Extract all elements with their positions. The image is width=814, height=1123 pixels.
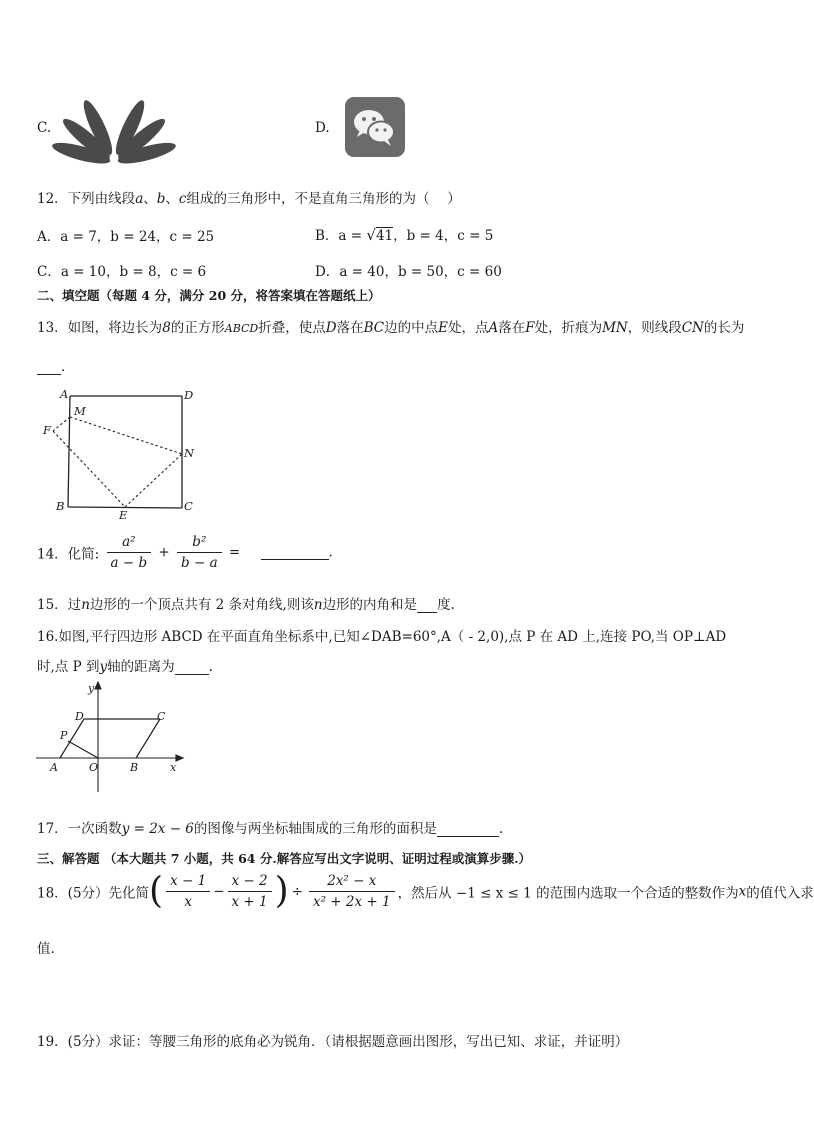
q18-fraction-1: $\frac{x - 1}{x}$ [166,873,210,910]
q12-option-d: D．a = 40，b = 50，c = 60 [315,264,502,280]
q14-fraction-2: $\frac{\text{b²}}{b - a}$ [177,534,222,571]
q13-label-c: C [184,499,193,513]
q16-stem-line-1: 16.如图,平行四边形 ABCD 在平面直角坐标系中,已知∠DAB=60°,A（ - 2,0),点 P 在 AD 上,连接 PO,当 OP⊥AD [37,629,727,645]
q13-label-e: E [119,508,128,522]
q14-expression: 14．化简: $\frac{\text{a²}}{a - b}$ + $\frac{\text{b²}}{b - a}$ = . [37,534,333,571]
section-2-heading: 二、填空题（每题 4 分，满分 20 分，将答案填在答题纸上） [37,288,381,303]
q13-stem: 13．如图，将边长为8的正方形ABCD折叠，使点D落在BC边的中点E处，点A落在F处，折痕为MN，则线段CN的长为 [37,320,745,336]
wechat-logo-image [344,96,406,158]
q18-line-2: 值. [37,941,55,957]
huawei-logo-image [62,86,166,166]
q18-expression: 18．(5分）先化简( $\frac{x - 1}{x}$ − $\frac{x - 2}{x + 1}$ ) ÷ $\frac{\text{2x² − x}}{\text{x² + 2x + 1}}$ ，然后从 −1 ≤ x ≤ 1 的范围内选取一个合适的整数作为x的值代入求 [37,870,814,912]
q12-option-a: A．a = 7，b = 24，c = 25 [37,229,215,245]
q13-label-m: M [74,404,86,418]
q16-label-o: O [89,761,99,774]
q17-stem: 17．一次函数y = 2x − 6的图像与两坐标轴围成的三角形的面积是 . [37,821,504,837]
q12-stem: 12．下列由线段a、b、c组成的三角形中，不是直角三角形的为（ ） [37,191,461,207]
q19-stem: 19．(5分）求证：等腰三角形的底角必为锐角．（请根据题意画出图形，写出已知、求证，并证明） [37,1034,629,1050]
q12-option-b: B．a = √41，b = 4，c = 5 [315,226,494,244]
option-c-label: C. [37,120,52,136]
q13-label-b: B [56,499,65,513]
q15-stem: 15．过n边形的一个顶点共有 2 条对角线,则该n边形的内角和是 度. [37,597,455,613]
q16-label-b: B [130,761,139,774]
q16-label-y: y [88,682,95,695]
q16-stem-line-2: 时,点 P 到y轴的距离为 . [37,659,213,675]
q16-label-a: A [50,761,58,774]
q16-label-d: D [75,710,84,723]
q13-label-n: N [184,446,195,460]
q13-figure [38,386,208,520]
q13-label-f: F [43,423,51,437]
q18-fraction-2: $\frac{x - 2}{x + 1}$ [228,873,272,910]
q13-answer-line[interactable]: ． [37,355,75,375]
q17-answer-blank[interactable] [437,822,499,837]
q16-answer-blank[interactable] [175,660,209,675]
q18-fraction-3: $\frac{\text{2x² − x}}{\text{x² + 2x + 1}}$ [309,873,395,910]
q14-fraction-1: $\frac{\text{a²}}{a - b}$ [107,534,152,571]
q16-label-x: x [170,761,177,774]
option-d-label: D. [315,120,330,136]
q13-label-d: D [184,388,194,402]
q16-figure [36,680,186,792]
q16-label-p: P [60,729,68,742]
q12-option-c: C．a = 10，b = 8，c = 6 [37,264,207,280]
q15-answer-blank[interactable] [417,598,437,613]
section-3-heading: 三、解答题 （本大题共 7 小题，共 64 分.解答应写出文字说明、证明过程或演算步骤.） [37,851,532,866]
q16-label-c: C [157,710,166,723]
q14-answer-blank[interactable] [261,545,329,560]
q13-label-a: A [60,387,69,401]
